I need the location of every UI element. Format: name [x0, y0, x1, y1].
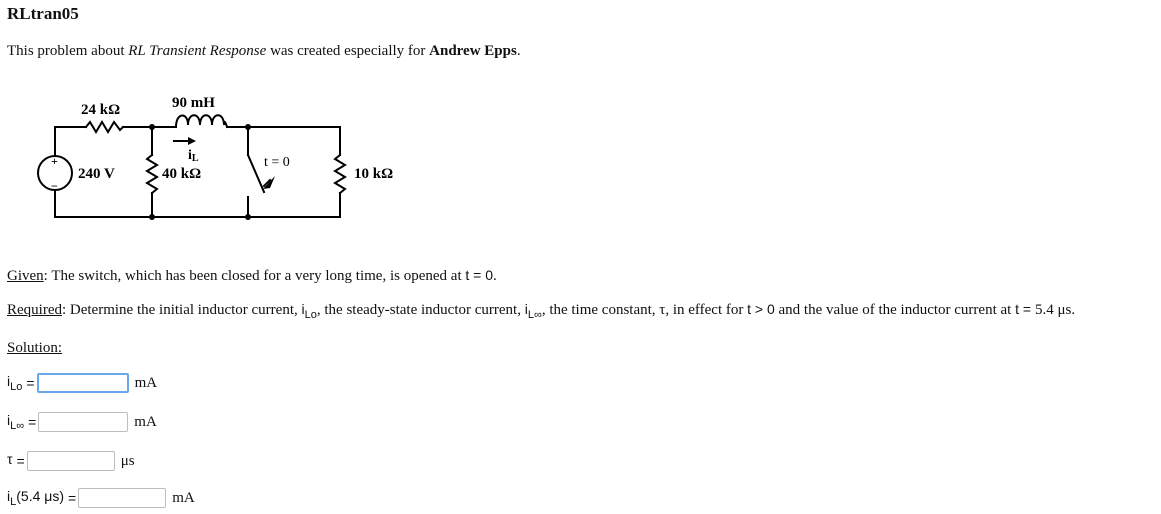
intro-text-2: was created especially for — [266, 43, 430, 59]
given-end: . — [493, 268, 497, 284]
required-time-eq: t = — [1015, 301, 1035, 317]
resistor-24k-label: 24 kΩ — [81, 102, 121, 118]
answer-row-iL-5.4us — [7, 487, 195, 509]
required-text: , the steady-state inductor current, — [316, 302, 525, 318]
solution-heading: Solution: — [7, 340, 63, 356]
node-dot — [245, 124, 251, 130]
answer-label: $i_{Lo}$ — [7, 373, 23, 393]
answer-input-iL-5.4us[interactable] — [78, 488, 166, 508]
source-plus: + — [51, 154, 58, 168]
intro-student-name: Andrew Epps — [429, 43, 517, 59]
equals-sign: = — [68, 490, 77, 506]
answer-label: $i_{L\infty}$ — [7, 412, 25, 432]
given-statement — [7, 267, 497, 285]
equals-sign: = — [28, 414, 37, 430]
answer-input-tau[interactable] — [27, 451, 115, 471]
unit-label: mA — [134, 374, 158, 391]
answer-row-tau — [7, 450, 135, 472]
answer-row-iLo — [7, 372, 157, 394]
required-time-gt: t > 0 — [747, 301, 775, 317]
required-text: : Determine the initial inductor current, — [61, 302, 302, 318]
node-dot — [149, 214, 155, 220]
resistor-40k-label: 40 kΩ — [162, 166, 202, 182]
resistor-24k — [86, 122, 123, 132]
answer-label: τ — [7, 451, 13, 468]
resistor-40k — [147, 155, 157, 193]
resistor-10k — [335, 155, 345, 193]
given-text: : The switch, which has been closed for a very long time, is opened at — [43, 268, 466, 284]
source-voltage-label: 240 V — [78, 166, 115, 182]
required-statement — [7, 301, 1075, 321]
required-text: and the value of the inductor current at — [774, 302, 1016, 318]
intro-topic: RL Transient Response — [128, 43, 267, 59]
answer-row-iLinf — [7, 411, 157, 433]
symbol-iLo: $i_{Lo}$ — [301, 301, 317, 321]
symbol-iLinf: $i_{L\infty}$ — [524, 301, 542, 321]
unit-label: mA — [172, 489, 195, 506]
unit-label: μs — [120, 452, 135, 469]
inductor-label: 90 mH — [172, 95, 215, 111]
inductor-90mH — [176, 115, 227, 127]
resistor-10k-label: 10 kΩ — [354, 166, 394, 182]
answer-label: $i_L(5.4$ μs) — [7, 488, 64, 508]
given-time: t = 0 — [465, 267, 494, 283]
required-time-value: 5.4 μs — [1034, 302, 1072, 318]
equals-sign: = — [16, 453, 25, 469]
switch-arrow-head — [263, 176, 275, 189]
answer-input-iLinf[interactable] — [38, 412, 128, 432]
required-end: . — [1071, 302, 1076, 318]
given-label: Given — [7, 268, 44, 284]
problem-title: RLtran05 — [7, 4, 79, 23]
source-minus: − — [51, 179, 58, 193]
unit-label: mA — [134, 413, 157, 430]
intro-text: This problem about — [7, 43, 129, 59]
symbol-tau: τ — [659, 302, 666, 318]
switch-label: t = 0 — [264, 155, 290, 170]
intro-suffix: . — [516, 43, 521, 59]
current-label: iL — [188, 148, 199, 164]
required-label: Required — [7, 302, 62, 318]
switch-blade — [248, 155, 264, 192]
equals-sign: = — [26, 375, 35, 391]
required-text: , in effect for — [665, 302, 748, 318]
required-text: , the time constant, — [541, 302, 660, 318]
node-dot — [149, 124, 155, 130]
node-dot — [245, 214, 251, 220]
answer-input-iLo[interactable] — [37, 373, 129, 393]
current-arrow-head — [188, 137, 196, 145]
